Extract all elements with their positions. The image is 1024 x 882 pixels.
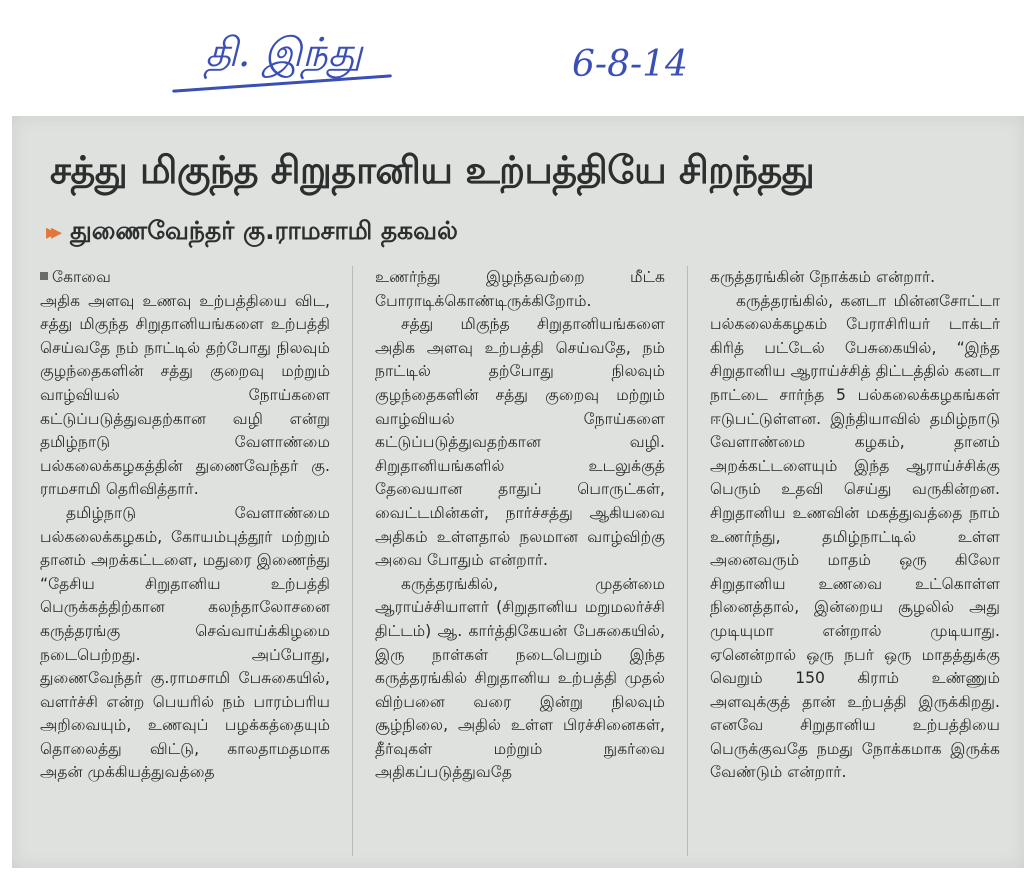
newspaper-clipping bbox=[12, 116, 1024, 868]
paragraph: கருத்தரங்கில், முதன்மை ஆராய்ச்சியாளர் (சிறுதானிய மறுமலர்ச்சி திட்டம்) ஆ. கார்த்திகேயன் பேசுகையில், இரு நாள்கள் நடைபெறும் இந்த கருத்தரங்கில் சிறுதானிய உற்பத்தி முதல் விற்பனை வரை இன்று நிலவும் சூழ்நிலை, அதில் உள்ள பிரச்சினைகள், தீர்வுகள் மற்றும் நுகர்வை அதிகப்படுத்துவதே bbox=[375, 574, 665, 782]
column-divider bbox=[687, 266, 688, 856]
paragraph: தமிழ்நாடு வேளாண்மை பல்கலைக்கழகம், கோயம்புத்தூர் மற்றும் தானம் அறக்கட்டளை, மதுரை இணைந்து “தேசிய சிறுதானிய உற்பத்தி பெருக்கத்திற்கான கலந்தாலோசனை கருத்தரங்கு செவ்வாய்க்கிழமை நடைபெற்றது. அப்போது, துணைவேந்தர் கு.ராமசாமி பேசுகையில், வளர்ச்சி என்ற பெயரில் நம் பாரம்பரிய அறிவையும், உணவுப் பழக்கத்தையும் தொலைத்து விட்டு, காலதாமதமாக அதன் முக்கியத்துவத்தை bbox=[40, 503, 330, 782]
paragraph: உணர்ந்து இழந்தவற்றை மீட்க போராடிக்கொண்டிருக்கிறோம். bbox=[375, 268, 665, 310]
double-chevron-icon: ▸▸ bbox=[46, 219, 57, 245]
paragraph: அதிக அளவு உணவு உற்பத்தியை விட, சத்து மிகுந்த சிறுதானியங்களை உற்பத்தி செய்வதே நம் நாட்டில் தற்போது நிலவும் குழந்தைகளின் சத்து குறைவு மற்றும் வாழ்வியல் நோய்களை கட்டுப்படுத்துவதற்கான வழி என்று தமிழ்நாடு வேளாண்மை பல்கலைக்கழகத்தின் துணைவேந்தர் கு. ராமசாமி தெரிவித்தார். bbox=[40, 291, 330, 499]
column-divider bbox=[352, 266, 353, 856]
dateline-row bbox=[40, 266, 330, 290]
article-body bbox=[40, 266, 1000, 856]
article-column-3 bbox=[710, 266, 1000, 856]
article-subheadline: துணைவேந்தர் கு.ராமசாமி தகவல் bbox=[70, 215, 458, 245]
article-headline: சத்து மிகுந்த சிறுதானிய உற்பத்தியே சிறந்தது bbox=[50, 148, 815, 192]
article-subheadline-row bbox=[46, 214, 458, 250]
handwritten-date: 6-8-14 bbox=[572, 44, 688, 85]
article-dateline: கோவை bbox=[52, 268, 111, 286]
handwritten-source: தி. இந்து bbox=[205, 30, 363, 76]
article-column-2 bbox=[375, 266, 665, 856]
square-bullet-icon bbox=[40, 272, 48, 280]
article-column-1 bbox=[40, 266, 330, 856]
paragraph: சத்து மிகுந்த சிறுதானியங்களை அதிக அளவு உற்பத்தி செய்வதே, நம் நாட்டில் தற்போது நிலவும் குழந்தைகளின் சத்து குறைவு மற்றும் வாழ்வியல் நோய்களை கட்டுப்படுத்துவதற்கான வழி. சிறுதானியங்களில் உடலுக்குத் தேவையான தாதுப் பொருட்கள், வைட்டமின்கள், நார்ச்சத்து ஆகியவை அதிகம் உள்ளதால் நலமான வாழ்விற்கு அவை போதும் என்றார். bbox=[375, 315, 665, 570]
handwritten-annotation bbox=[0, 22, 1024, 117]
paragraph: கருத்தரங்கில், கனடா மின்னசோட்டா பல்கலைக்கழகம் பேராசிரியர் டாக்டர் கிரித் பட்டேல் பேசுகையில், “இந்த சிறுதானிய ஆராய்ச்சித் திட்டத்தில் கனடா நாட்டை சார்ந்த 5 பல்கலைக்கழகங்கள் ஈடுபட்டுள்ளன. இந்தியாவில் தமிழ்நாடு வேளாண்மை கழகம், தானம் அறக்கட்டளையும் இந்த ஆராய்ச்சிக்கு பெரும் உதவி செய்து வருகின்றன. சிறுதானிய உணவின் மகத்துவத்தை நாம் உணர்ந்து, தமிழ்நாட்டில் உள்ள அனைவரும் மாதம் ஒரு கிலோ சிறுதானிய உணவை உட்கொள்ள நினைத்தால், இன்றைய சூழலில் அது முடியுமா என்றால் முடியாது. ஏனென்றால் ஒரு நபர் ஒரு மாதத்துக்கு வெறும் 150 கிராம் உண்ணும் அளவுக்குத் தான் உற்பத்தி இருக்கிறது. எனவே சிறுதானிய உற்பத்தியை பெருக்குவதே நமது நோக்கமாக இருக்க வேண்டும் என்றார். bbox=[710, 291, 1000, 782]
paragraph: கருத்தரங்கின் நோக்கம் என்றார். bbox=[710, 268, 936, 286]
